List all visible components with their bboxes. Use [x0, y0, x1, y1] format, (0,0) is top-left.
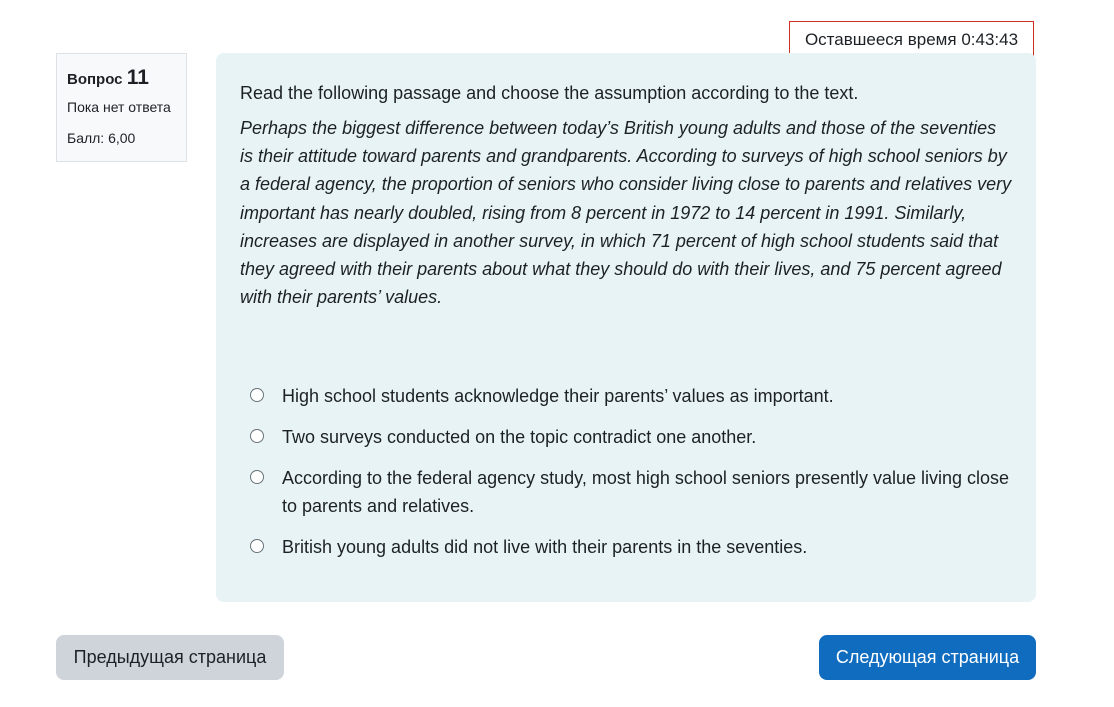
answer-label-1[interactable]: High school students acknowledge their parents’ values as important.: [282, 386, 834, 406]
timer-label: Оставшееся время: [804, 30, 957, 49]
question-grade: Балл: 6,00: [67, 130, 136, 146]
answer-list: [250, 383, 1010, 575]
answer-option-1[interactable]: [250, 383, 1010, 410]
answer-radio-1[interactable]: [250, 388, 264, 402]
next-page-button[interactable]: Следующая страница: [819, 635, 1036, 680]
answer-radio-3[interactable]: [250, 470, 264, 484]
answer-label-3[interactable]: According to the federal agency study, most high school seniors presently value living close to parents and relatives.: [282, 468, 1010, 516]
question-passage: Perhaps the biggest difference between today’s British young adults and those of the seventies is their attitude toward parents and grandparents. According to surveys of high school seniors by a federal agency, the proportion of seniors who consider living close to parents and relatives very important has nearly doubled, rising from 8 percent in 1972 to 14 percent in 1991. Similarly, increases are displayed in another survey, in which 71 percent of high school students said that they agreed with their parents about what they should do with their lives, and 75 percent agreed with their parents’ values.: [240, 118, 1012, 308]
question-content: [216, 53, 1036, 602]
question-instruction: Read the following passage and choose the assumption according to the text.: [240, 83, 859, 103]
answer-label-4[interactable]: British young adults did not live with their parents in the seventies.: [282, 537, 808, 557]
question-info-panel: [56, 53, 187, 162]
answer-option-3[interactable]: [250, 465, 1010, 520]
previous-page-button[interactable]: Предыдущая страница: [56, 635, 284, 680]
question-number-heading: [67, 66, 176, 90]
timer-value: 0:43:43: [961, 30, 1019, 49]
question-prefix: Вопрос: [67, 71, 123, 88]
answer-label-2[interactable]: Two surveys conducted on the topic contradict one another.: [282, 427, 757, 447]
answer-option-4[interactable]: [250, 534, 1010, 561]
answer-option-2[interactable]: [250, 424, 1010, 451]
answer-radio-4[interactable]: [250, 539, 264, 553]
question-state: Пока нет ответа: [67, 99, 171, 115]
question-number: 11: [126, 66, 149, 89]
answer-radio-2[interactable]: [250, 429, 264, 443]
